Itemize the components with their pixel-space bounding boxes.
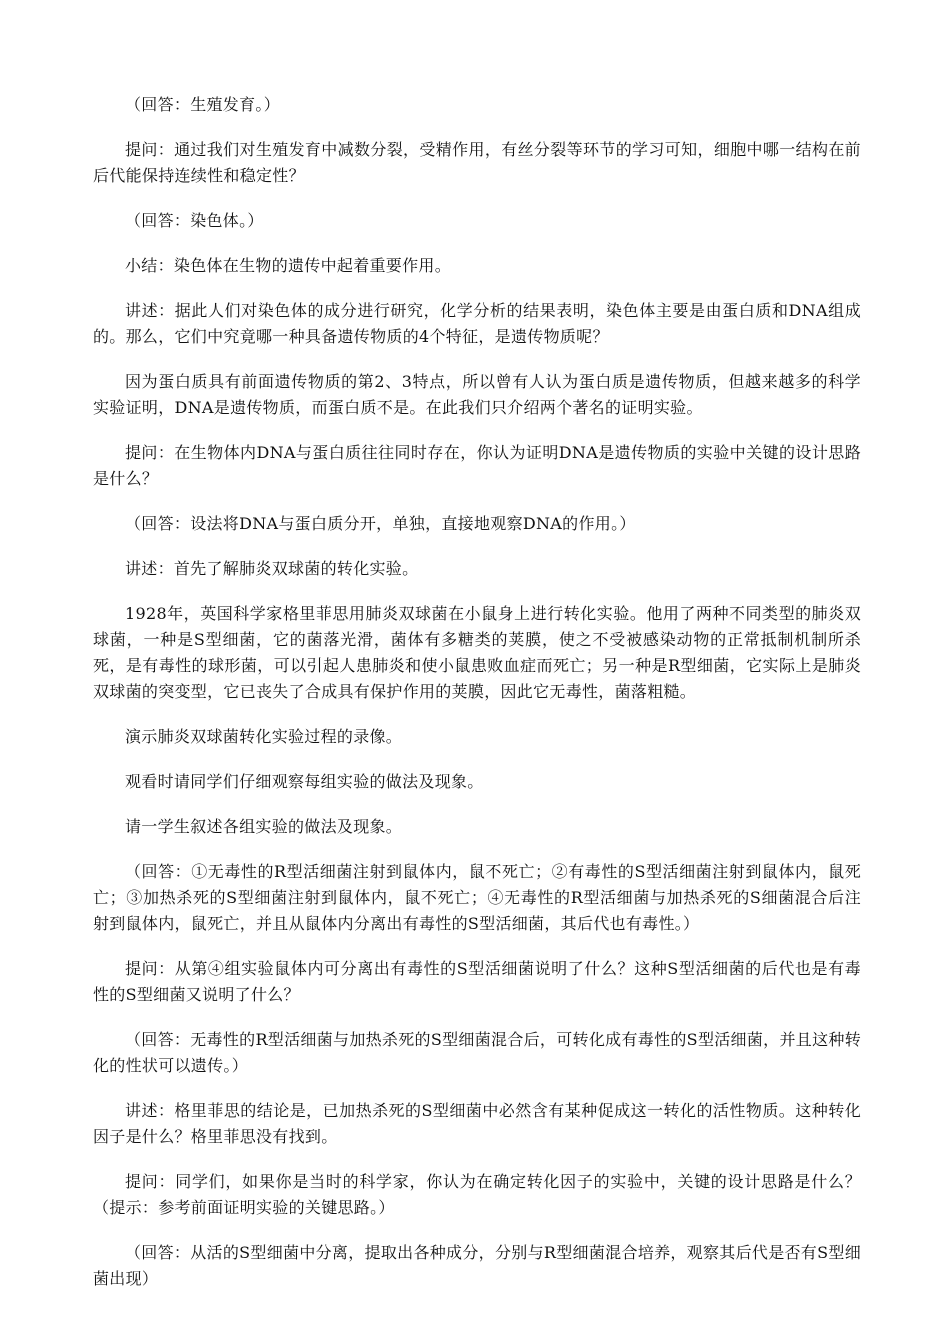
narration-paragraph: 讲述：格里菲思的结论是，已加热杀死的S型细菌中必然含有某种促成这一转化的活性物质。这种转化因子是什么？格里菲思没有找到。 — [93, 1101, 861, 1146]
answer-paragraph: （回答：①无毒性的R型活细菌注射到鼠体内，鼠不死亡；②有毒性的S型活细菌注射到鼠体内，鼠死亡；③加热杀死的S型细菌注射到鼠体内，鼠不死亡；④无毒性的R型活细菌与加热杀死的S细菌混合后注射到鼠体内，鼠死亡，并且从鼠体内分离出有毒性的S型活细菌，其后代也有毒性。） — [93, 862, 861, 933]
answer-paragraph: （回答：设法将DNA与蛋白质分开，单独，直接地观察DNA的作用。） — [125, 514, 636, 533]
answer-paragraph: （回答：染色体。） — [125, 211, 264, 230]
narration-paragraph: 讲述：据此人们对染色体的成分进行研究，化学分析的结果表明，染色体主要是由蛋白质和DNA组成的。那么，它们中究竟哪一种具备遗传物质的4个特征，是遗传物质呢？ — [93, 301, 861, 346]
question-paragraph: 提问：在生物体内DNA与蛋白质往往同时存在，你认为证明DNA是遗传物质的实验中关键的设计思路是什么？ — [93, 443, 861, 488]
body-paragraph: 演示肺炎双球菌转化实验过程的录像。 — [125, 727, 403, 746]
question-paragraph: 提问：通过我们对生殖发育中减数分裂，受精作用，有丝分裂等环节的学习可知，细胞中哪一结构在前后代能保持连续性和稳定性？ — [93, 140, 861, 185]
body-paragraph: 观看时请同学们仔细观察每组实验的做法及现象。 — [125, 772, 484, 791]
body-paragraph: 因为蛋白质具有前面遗传物质的第2、3特点，所以曾有人认为蛋白质是遗传物质，但越来越多的科学实验证明，DNA是遗传物质，而蛋白质不是。在此我们只介绍两个著名的证明实验。 — [93, 372, 861, 417]
document-page — [93, 92, 861, 1322]
body-paragraph: 请一学生叙述各组实验的做法及现象。 — [125, 817, 403, 836]
narration-paragraph: 讲述：首先了解肺炎双球菌的转化实验。 — [125, 559, 419, 578]
summary-paragraph: 小结：染色体在生物的遗传中起着重要作用。 — [125, 256, 452, 275]
question-paragraph: 提问：从第④组实验鼠体内可分离出有毒性的S型活细菌说明了什么？这种S型活细菌的后代也是有毒性的S型细菌又说明了什么？ — [93, 959, 861, 1004]
body-paragraph: 1928年，英国科学家格里菲思用肺炎双球菌在小鼠身上进行转化实验。他用了两种不同类型的肺炎双球菌，一种是S型细菌，它的菌落光滑，菌体有多糖类的荚膜，使之不受被感染动物的正常抵制机制所杀死，是有毒性的球形菌，可以引起人患肺炎和使小鼠患败血症而死亡；另一种是R型细菌，它实际上是肺炎双球菌的突变型，它已丧失了合成具有保护作用的荚膜，因此它无毒性，菌落粗糙。 — [93, 604, 861, 701]
answer-paragraph: （回答：无毒性的R型活细菌与加热杀死的S型细菌混合后，可转化成有毒性的S型活细菌，并且这种转化的性状可以遗传。） — [93, 1030, 861, 1075]
question-paragraph: 提问：同学们，如果你是当时的科学家，你认为在确定转化因子的实验中，关键的设计思路是什么？（提示：参考前面证明实验的关键思路。） — [93, 1172, 861, 1217]
answer-paragraph: （回答：从活的S型细菌中分离，提取出各种成分，分别与R型细菌混合培养，观察其后代是否有S型细菌出现） — [93, 1243, 861, 1288]
answer-paragraph: （回答：生殖发育。） — [125, 95, 281, 114]
